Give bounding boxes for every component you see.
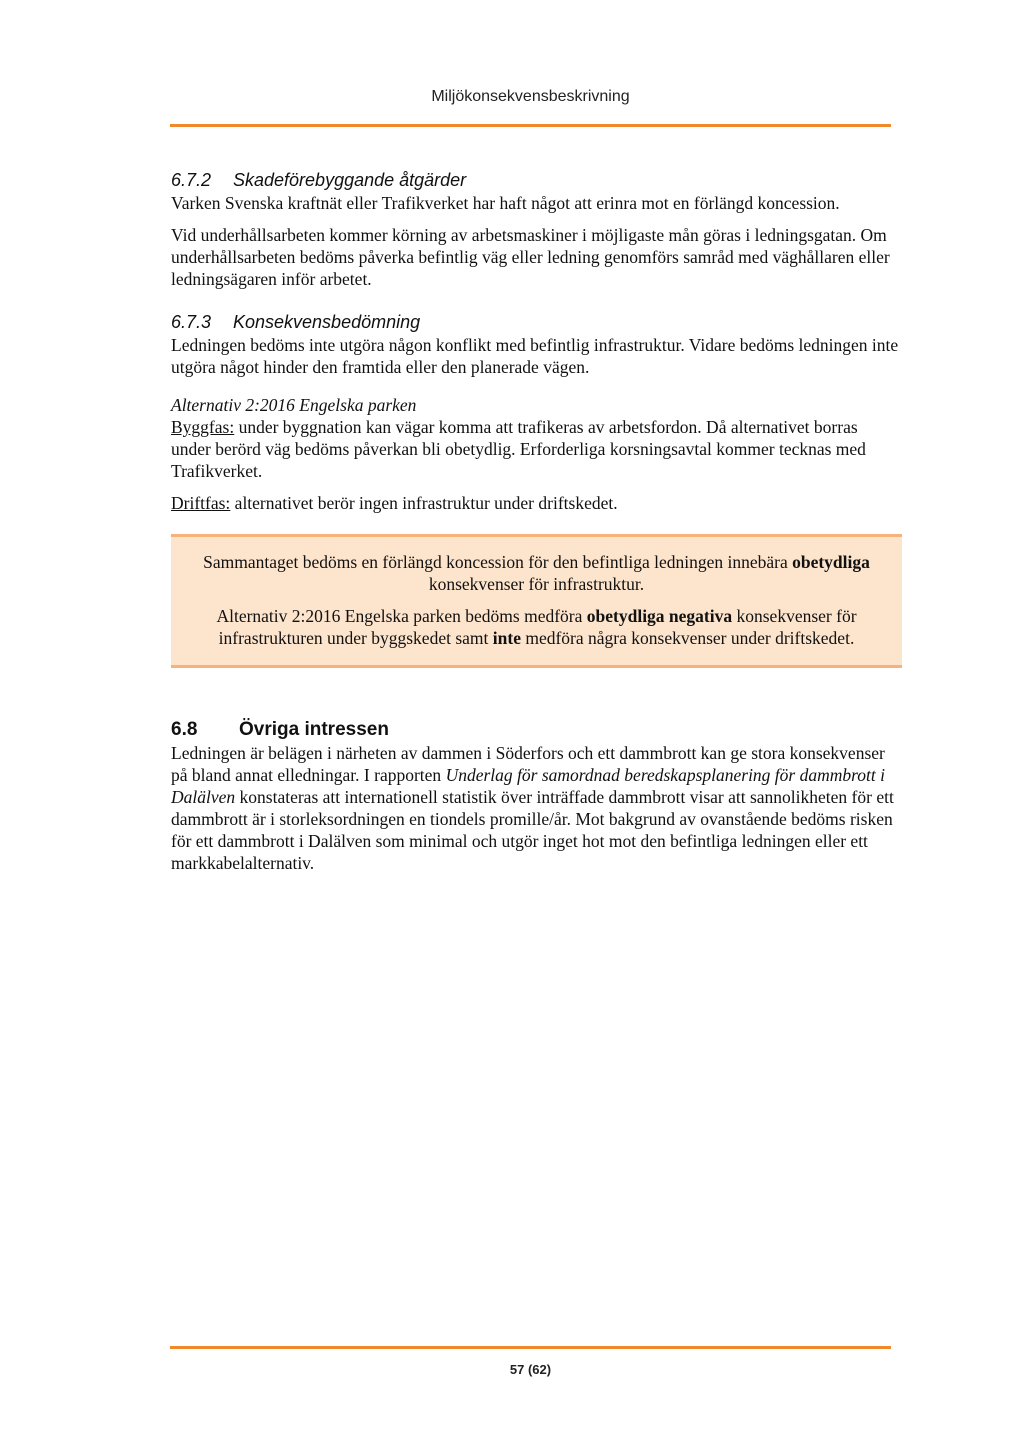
page-number: 57 (62) (509, 1362, 552, 1377)
heading-title: Skadeförebyggande åtgärder (233, 170, 467, 190)
summary-text: Sammantaget bedöms en förlängd koncession för den befintliga ledningen innebära (203, 552, 793, 572)
report-title: Underlag för samordnad beredskapsplanering för dammbrott i Dalälven (171, 765, 886, 807)
heading-title: Konsekvensbedömning (233, 312, 421, 332)
paragraph (171, 742, 901, 874)
driftfas-label: Driftfas: (171, 493, 231, 513)
heading-number: 6.7.3 (171, 312, 212, 332)
driftfas-text: alternativet berör ingen infrastruktur under driftskedet. (230, 493, 618, 513)
alternative-title: Alternativ 2:2016 Engelska parken (171, 395, 417, 415)
summary-text: konsekvenser för infrastruktur. (428, 574, 645, 594)
heading-title: Övriga intressen (239, 719, 389, 740)
byggfas-text: under byggnation kan vägar komma att trafikeras av arbetsfordon. Då alternativet borras under berörd väg bedöms påverkan bli obetydlig. Erforderliga korsningsavtal kommer tecknas med Trafikverket. (171, 417, 866, 481)
heading-6-7-3 (171, 310, 901, 334)
paragraph-text: konstateras att internationell statistik över inträffade dammbrott visar att sannolikheten för ett dammbrott är i storleksordningen en tiondels promille/år. Mot bakgrund av ovanstående bedöms risken för ett dammbrott i Dalälven som minimal och utgör inget hot mot den befintliga ledningen eller ett markkabelalternativ. (171, 787, 894, 873)
summary-text: konsekvenser för infrastrukturen under byggskedet samt (218, 606, 857, 648)
paragraph-byggfas (171, 416, 901, 482)
paragraph-driftfas (171, 492, 901, 514)
header-rule (170, 124, 891, 127)
paragraph: Varken Svenska kraftnät eller Trafikverket har haft något att erinra mot en förlängd koncession. (171, 193, 840, 213)
heading-6-7-2 (171, 168, 901, 192)
summary-text: medföra några konsekvenser under driftskedet. (520, 628, 855, 648)
heading-number: 6.7.2 (171, 170, 212, 190)
page-header: Miljökonsekvensbeskrivning (431, 88, 630, 105)
heading-6-8 (171, 718, 901, 742)
paragraph-text: Ledningen är belägen i närheten av dammen i Söderfors och ett dammbrott kan ge stora konsekvenser på bland annat elledningar. I rapporten (171, 743, 885, 785)
summary-paragraph (189, 605, 884, 649)
summary-bold: obetydliga negativa (586, 606, 733, 626)
heading-number: 6.8 (171, 719, 198, 740)
summary-paragraph (189, 551, 884, 595)
paragraph: Ledningen bedöms inte utgöra någon konflikt med befintlig infrastruktur. Vidare bedöms ledningen inte utgöra något hinder den framtida eller den planerade vägen. (171, 335, 899, 377)
paragraph: Vid underhållsarbeten kommer körning av arbetsmaskiner i möjligaste mån göras i ledningsgatan. Om underhållsarbeten bedöms påverka befintlig väg eller ledning genomförs samråd med väghållaren eller ledningsägaren inför arbetet. (171, 225, 890, 289)
summary-text: Alternativ 2:2016 Engelska parken bedöms medföra (216, 606, 587, 626)
summary-bold: obetydliga (792, 552, 870, 572)
byggfas-label: Byggfas: (171, 417, 235, 437)
summary-box (171, 534, 902, 668)
document-body (171, 168, 901, 874)
footer-rule (170, 1346, 891, 1349)
summary-bold: inte (492, 628, 521, 648)
